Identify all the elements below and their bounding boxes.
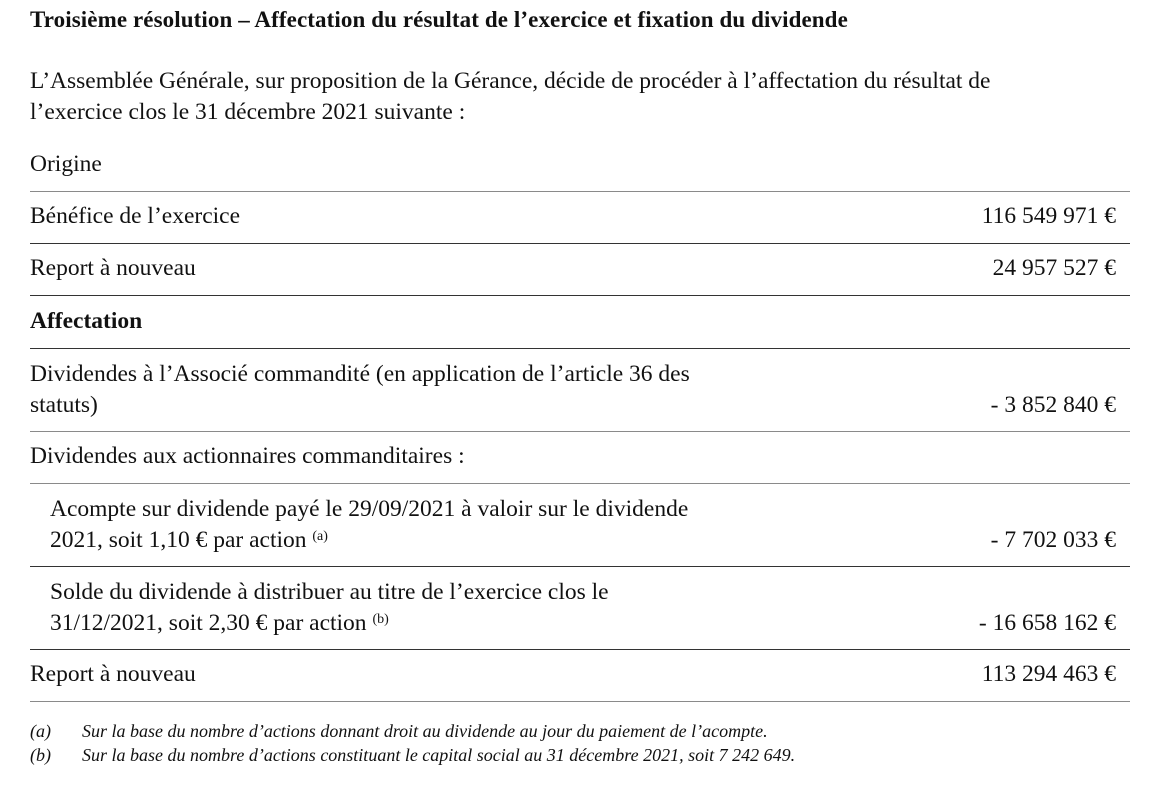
table-row-commanditaires-header (30, 432, 1130, 484)
table-row-acompte (30, 484, 1130, 567)
intro-line-1: L’Assemblée Générale, sur proposition de la Gérance, décide de procéder à l’affectation du résultat de (30, 68, 991, 94)
acompte-line-1: Acompte sur dividende payé le 29/09/2021 à valoir sur le dividende (50, 496, 689, 522)
solde-amount: - 16 658 162 € (978, 610, 1116, 636)
affectation-header-label: Affectation (30, 308, 143, 334)
table-row-origine-header (30, 140, 1130, 192)
commanditaires-header-label: Dividendes aux actionnaires commanditaires : (30, 443, 465, 469)
solde-label (50, 577, 609, 639)
dividendes-commandite-line-1: Dividendes à l’Associé commandité (en application de l’article 36 des (30, 361, 690, 387)
acompte-line-2 (50, 525, 688, 556)
solde-line-2 (50, 608, 609, 639)
report-initial-amount: 24 957 527 € (992, 255, 1116, 281)
resolution-title: Troisième résolution – Affectation du résultat de l’exercice et fixation du dividende (30, 7, 848, 32)
acompte-line-2-text: 2021, soit 1,10 € par action (50, 527, 307, 553)
table-row-report-final (30, 650, 1130, 702)
dividendes-commandite-label (30, 359, 690, 421)
footnote-b-text: Sur la base du nombre d’actions constituant le capital social au 31 décembre 2021, soit 7 242 649. (82, 745, 796, 765)
intro-paragraph (30, 66, 1130, 128)
table-row-report-initial (30, 244, 1130, 296)
report-final-amount: 113 294 463 € (981, 661, 1116, 687)
intro-line-2: l’exercice clos le 31 décembre 2021 suivante : (30, 99, 466, 125)
acompte-note-marker: (a) (312, 529, 328, 544)
footnote-a-key: (a) (30, 721, 51, 741)
acompte-label (50, 494, 688, 556)
report-final-label: Report à nouveau (30, 661, 196, 687)
table-row-solde (30, 567, 1130, 650)
dividendes-commandite-amount: - 3 852 840 € (990, 392, 1116, 418)
table-row-benefice (30, 192, 1130, 244)
footnote-b-key: (b) (30, 745, 51, 765)
solde-line-1: Solde du dividende à distribuer au titre de l’exercice clos le (50, 579, 609, 605)
solde-note-marker: (b) (372, 612, 389, 627)
acompte-amount: - 7 702 033 € (990, 527, 1116, 553)
footnote-a-text: Sur la base du nombre d’actions donnant droit au dividende au jour du paiement de l’acompte. (82, 721, 768, 741)
report-initial-label: Report à nouveau (30, 255, 196, 281)
allocation-table (30, 140, 1130, 702)
solde-line-2-text: 31/12/2021, soit 2,30 € par action (50, 610, 367, 636)
benefice-amount: 116 549 971 € (981, 203, 1116, 229)
dividendes-commandite-line-2: statuts) (30, 392, 98, 418)
benefice-label: Bénéfice de l’exercice (30, 203, 241, 229)
table-row-dividendes-commandite (30, 349, 1130, 432)
table-row-affectation-header (30, 296, 1130, 349)
origine-header-label: Origine (30, 151, 102, 177)
